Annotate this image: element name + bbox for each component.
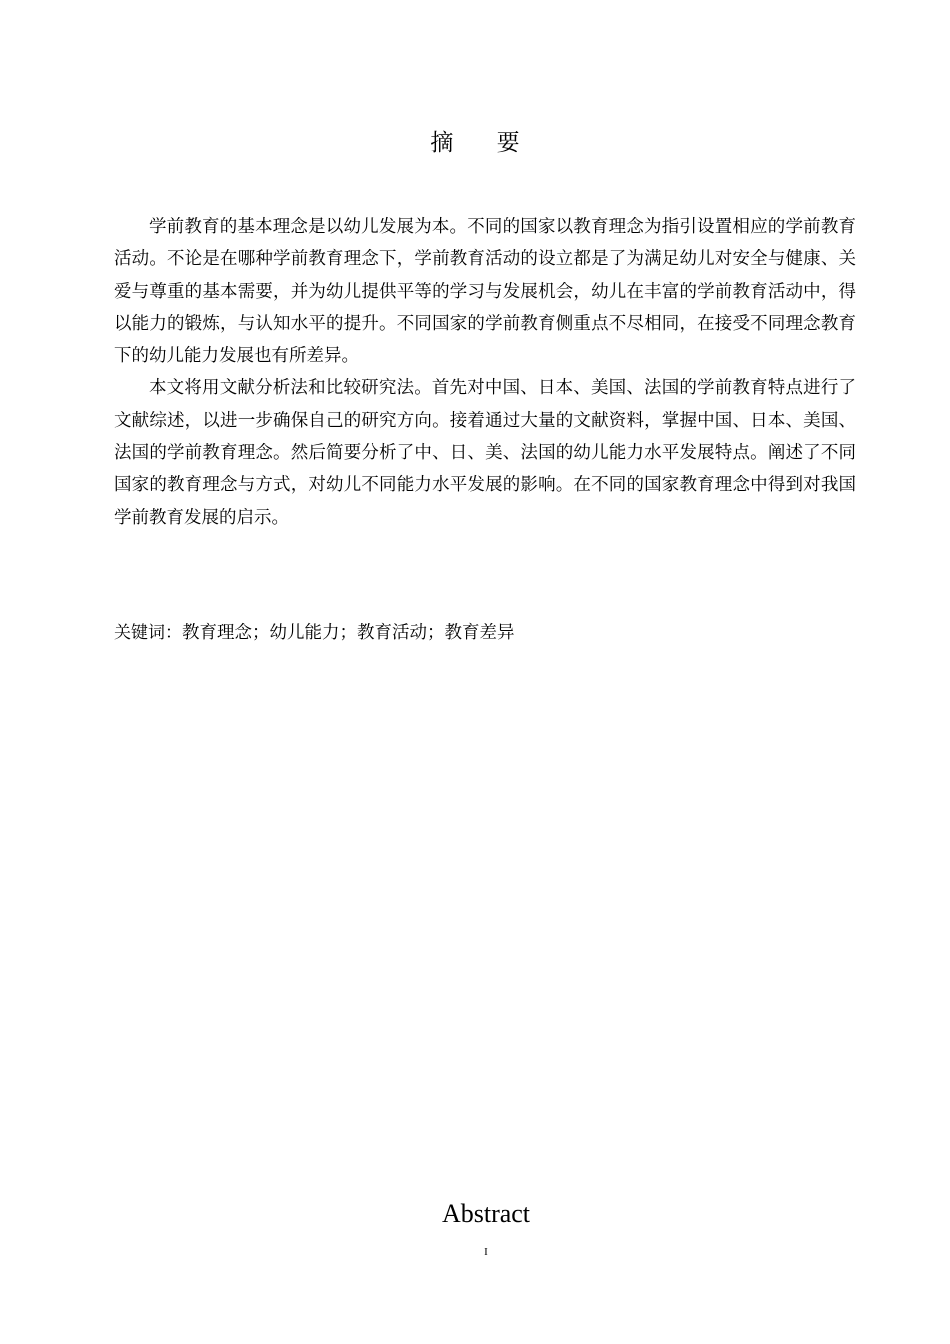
keywords-label: 关键词： — [114, 623, 182, 643]
keywords-line — [114, 618, 856, 648]
abstract-paragraph-2: 本文将用文献分析法和比较研究法。首先对中国、日本、美国、法国的学前教育特点进行了文献综述，以进一步确保自己的研究方向。接着通过大量的文献资料，掌握中国、日本、美国、法国的学前教育理念。然后简要分析了中、日、美、法国的幼儿能力水平发展特点。阐述了不同国家的教育理念与方式，对幼儿不同能力水平发展的影响。在不同的国家教育理念中得到对我国学前教育发展的启示。 — [114, 378, 856, 528]
page-number: I — [484, 1246, 488, 1258]
page-title: 摘 要 — [430, 130, 538, 156]
abstract-body — [114, 211, 856, 534]
keywords-text: 教育理念；幼儿能力；教育活动；教育差异 — [182, 623, 515, 643]
abstract-paragraph-1: 学前教育的基本理念是以幼儿发展为本。不同的国家以教育理念为指引设置相应的学前教育活动。不论是在哪种学前教育理念下，学前教育活动的设立都是了为满足幼儿对安全与健康、关爱与尊重的基本需要，并为幼儿提供平等的学习与发展机会，幼儿在丰富的学前教育活动中，得以能力的锻炼，与认知水平的提升。不同国家的学前教育侧重点不尽相同，在接受不同理念教育下的幼儿能力发展也有所差异。 — [114, 217, 856, 367]
english-abstract-heading: Abstract — [441, 1199, 531, 1228]
